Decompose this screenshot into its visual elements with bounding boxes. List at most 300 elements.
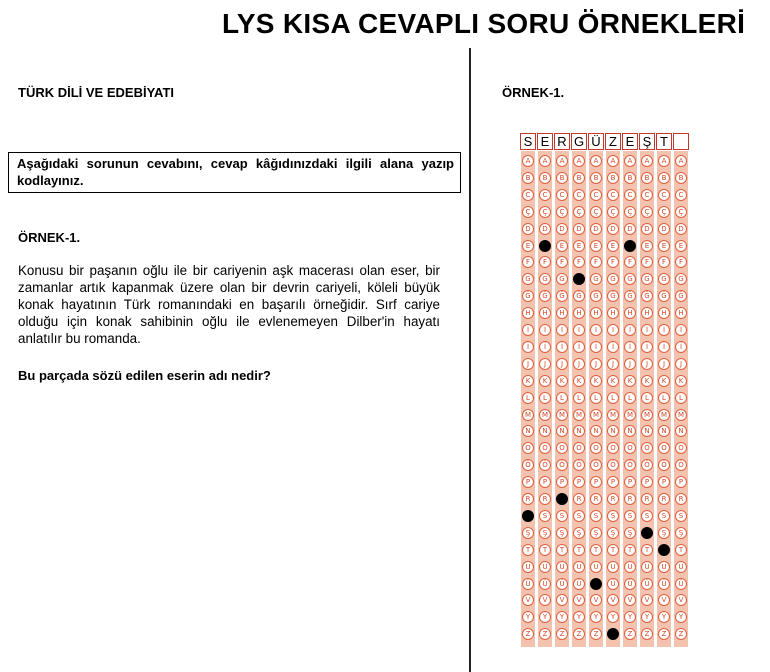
answer-bubble[interactable]: V bbox=[607, 594, 619, 606]
answer-bubble[interactable]: Y bbox=[522, 611, 534, 623]
answer-bubble[interactable]: D bbox=[607, 223, 619, 235]
answer-bubble[interactable]: K bbox=[522, 375, 534, 387]
answer-bubble[interactable]: V bbox=[624, 594, 636, 606]
answer-bubble[interactable]: M bbox=[590, 409, 602, 421]
answer-bubble[interactable]: G bbox=[522, 273, 534, 285]
answer-bubble[interactable]: R bbox=[539, 493, 551, 505]
answer-letter-box[interactable]: S bbox=[520, 133, 536, 150]
answer-bubble[interactable]: K bbox=[573, 375, 585, 387]
answer-bubble[interactable]: H bbox=[573, 307, 585, 319]
answer-bubble[interactable]: Ü bbox=[624, 578, 636, 590]
answer-bubble[interactable]: J bbox=[641, 358, 653, 370]
answer-bubble[interactable]: F bbox=[522, 256, 534, 268]
answer-bubble[interactable]: H bbox=[641, 307, 653, 319]
answer-bubble[interactable]: Ş bbox=[590, 527, 602, 539]
answer-bubble[interactable]: P bbox=[539, 476, 551, 488]
filled-bubble[interactable]: Z bbox=[607, 628, 619, 640]
answer-bubble[interactable]: I bbox=[641, 324, 653, 336]
answer-bubble[interactable]: Ç bbox=[641, 206, 653, 218]
answer-bubble[interactable]: A bbox=[522, 155, 534, 167]
answer-bubble[interactable]: N bbox=[522, 425, 534, 437]
answer-bubble[interactable]: R bbox=[641, 493, 653, 505]
answer-bubble[interactable]: A bbox=[556, 155, 568, 167]
answer-bubble[interactable]: D bbox=[658, 223, 670, 235]
answer-bubble[interactable]: J bbox=[539, 358, 551, 370]
answer-bubble[interactable]: D bbox=[522, 223, 534, 235]
answer-bubble[interactable]: L bbox=[573, 392, 585, 404]
answer-bubble[interactable]: Ö bbox=[556, 459, 568, 471]
answer-bubble[interactable]: Y bbox=[641, 611, 653, 623]
answer-bubble[interactable]: C bbox=[641, 189, 653, 201]
answer-bubble[interactable]: D bbox=[539, 223, 551, 235]
answer-bubble[interactable]: P bbox=[590, 476, 602, 488]
answer-bubble[interactable]: Ç bbox=[573, 206, 585, 218]
filled-bubble[interactable]: E bbox=[539, 240, 551, 252]
answer-bubble[interactable]: T bbox=[590, 544, 602, 556]
answer-bubble[interactable]: F bbox=[539, 256, 551, 268]
answer-bubble[interactable]: Ş bbox=[675, 527, 687, 539]
answer-bubble[interactable]: K bbox=[624, 375, 636, 387]
answer-bubble[interactable]: Ç bbox=[675, 206, 687, 218]
answer-bubble[interactable]: J bbox=[590, 358, 602, 370]
answer-bubble[interactable]: I bbox=[522, 324, 534, 336]
answer-bubble[interactable]: E bbox=[658, 240, 670, 252]
answer-bubble[interactable]: Ş bbox=[607, 527, 619, 539]
answer-bubble[interactable]: C bbox=[590, 189, 602, 201]
answer-bubble[interactable]: S bbox=[607, 510, 619, 522]
answer-bubble[interactable]: P bbox=[624, 476, 636, 488]
answer-bubble[interactable]: T bbox=[624, 544, 636, 556]
answer-bubble[interactable]: P bbox=[607, 476, 619, 488]
answer-bubble[interactable]: L bbox=[556, 392, 568, 404]
answer-bubble[interactable]: Ş bbox=[573, 527, 585, 539]
answer-bubble[interactable]: Ş bbox=[522, 527, 534, 539]
answer-bubble[interactable]: J bbox=[658, 358, 670, 370]
answer-bubble[interactable]: G bbox=[590, 273, 602, 285]
answer-bubble[interactable]: Z bbox=[641, 628, 653, 640]
answer-bubble[interactable]: E bbox=[573, 240, 585, 252]
answer-bubble[interactable]: U bbox=[641, 561, 653, 573]
answer-bubble[interactable]: D bbox=[556, 223, 568, 235]
answer-bubble[interactable]: B bbox=[607, 172, 619, 184]
answer-bubble[interactable]: Ü bbox=[573, 578, 585, 590]
filled-bubble[interactable]: T bbox=[658, 544, 670, 556]
answer-bubble[interactable]: T bbox=[675, 544, 687, 556]
answer-bubble[interactable]: H bbox=[522, 307, 534, 319]
answer-bubble[interactable]: I bbox=[573, 324, 585, 336]
answer-bubble[interactable]: U bbox=[522, 561, 534, 573]
answer-bubble[interactable]: Ş bbox=[556, 527, 568, 539]
answer-bubble[interactable]: Ğ bbox=[573, 290, 585, 302]
answer-bubble[interactable]: Ü bbox=[607, 578, 619, 590]
answer-letter-box[interactable]: R bbox=[554, 133, 570, 150]
answer-bubble[interactable]: H bbox=[590, 307, 602, 319]
answer-bubble[interactable]: K bbox=[607, 375, 619, 387]
answer-bubble[interactable]: N bbox=[658, 425, 670, 437]
answer-bubble[interactable]: V bbox=[675, 594, 687, 606]
answer-bubble[interactable]: S bbox=[590, 510, 602, 522]
answer-bubble[interactable]: İ bbox=[624, 341, 636, 353]
answer-bubble[interactable]: O bbox=[539, 442, 551, 454]
answer-letter-box[interactable]: E bbox=[622, 133, 638, 150]
answer-bubble[interactable]: P bbox=[675, 476, 687, 488]
answer-bubble[interactable]: Ü bbox=[675, 578, 687, 590]
answer-bubble[interactable]: F bbox=[624, 256, 636, 268]
answer-bubble[interactable]: T bbox=[641, 544, 653, 556]
answer-bubble[interactable]: F bbox=[573, 256, 585, 268]
answer-bubble[interactable]: A bbox=[539, 155, 551, 167]
answer-letter-box[interactable]: Z bbox=[605, 133, 621, 150]
answer-bubble[interactable]: V bbox=[522, 594, 534, 606]
answer-letter-box[interactable]: Ü bbox=[588, 133, 604, 150]
answer-bubble[interactable]: A bbox=[675, 155, 687, 167]
answer-bubble[interactable]: L bbox=[522, 392, 534, 404]
answer-bubble[interactable]: F bbox=[641, 256, 653, 268]
answer-bubble[interactable]: M bbox=[522, 409, 534, 421]
answer-bubble[interactable]: N bbox=[590, 425, 602, 437]
answer-bubble[interactable]: R bbox=[590, 493, 602, 505]
answer-bubble[interactable]: P bbox=[641, 476, 653, 488]
answer-bubble[interactable]: V bbox=[641, 594, 653, 606]
answer-bubble[interactable]: Ğ bbox=[641, 290, 653, 302]
answer-bubble[interactable]: M bbox=[658, 409, 670, 421]
answer-bubble[interactable]: N bbox=[675, 425, 687, 437]
answer-bubble[interactable]: B bbox=[522, 172, 534, 184]
answer-bubble[interactable]: Ç bbox=[607, 206, 619, 218]
filled-bubble[interactable]: G bbox=[573, 273, 585, 285]
answer-bubble[interactable]: T bbox=[607, 544, 619, 556]
answer-bubble[interactable]: N bbox=[556, 425, 568, 437]
answer-letter-box[interactable]: T bbox=[656, 133, 672, 150]
answer-bubble[interactable]: Ü bbox=[522, 578, 534, 590]
answer-bubble[interactable]: Y bbox=[539, 611, 551, 623]
answer-bubble[interactable]: S bbox=[658, 510, 670, 522]
answer-bubble[interactable]: Ö bbox=[641, 459, 653, 471]
answer-bubble[interactable]: C bbox=[607, 189, 619, 201]
answer-bubble[interactable]: Ğ bbox=[607, 290, 619, 302]
answer-bubble[interactable]: Y bbox=[624, 611, 636, 623]
answer-bubble[interactable]: İ bbox=[539, 341, 551, 353]
answer-bubble[interactable]: U bbox=[658, 561, 670, 573]
answer-bubble[interactable]: I bbox=[539, 324, 551, 336]
answer-bubble[interactable]: N bbox=[624, 425, 636, 437]
answer-bubble[interactable]: G bbox=[539, 273, 551, 285]
answer-bubble[interactable]: A bbox=[590, 155, 602, 167]
answer-bubble[interactable]: N bbox=[641, 425, 653, 437]
answer-bubble[interactable]: B bbox=[539, 172, 551, 184]
answer-bubble[interactable]: Z bbox=[590, 628, 602, 640]
answer-bubble[interactable]: İ bbox=[641, 341, 653, 353]
answer-bubble[interactable]: V bbox=[658, 594, 670, 606]
answer-bubble[interactable]: S bbox=[675, 510, 687, 522]
answer-bubble[interactable]: U bbox=[624, 561, 636, 573]
answer-bubble[interactable]: O bbox=[641, 442, 653, 454]
answer-bubble[interactable]: H bbox=[556, 307, 568, 319]
answer-bubble[interactable]: Y bbox=[573, 611, 585, 623]
answer-bubble[interactable]: U bbox=[573, 561, 585, 573]
answer-bubble[interactable]: Y bbox=[675, 611, 687, 623]
answer-bubble[interactable]: Ğ bbox=[658, 290, 670, 302]
filled-bubble[interactable]: Ü bbox=[590, 578, 602, 590]
answer-bubble[interactable]: J bbox=[573, 358, 585, 370]
answer-bubble[interactable]: Ğ bbox=[590, 290, 602, 302]
answer-bubble[interactable]: H bbox=[539, 307, 551, 319]
answer-bubble[interactable]: H bbox=[658, 307, 670, 319]
answer-bubble[interactable]: F bbox=[658, 256, 670, 268]
answer-bubble[interactable]: K bbox=[556, 375, 568, 387]
answer-bubble[interactable]: Ç bbox=[658, 206, 670, 218]
answer-bubble[interactable]: O bbox=[522, 442, 534, 454]
answer-bubble[interactable]: Ç bbox=[624, 206, 636, 218]
answer-bubble[interactable]: T bbox=[539, 544, 551, 556]
answer-bubble[interactable]: I bbox=[556, 324, 568, 336]
answer-bubble[interactable]: Z bbox=[624, 628, 636, 640]
answer-bubble[interactable]: E bbox=[641, 240, 653, 252]
answer-bubble[interactable]: Ç bbox=[590, 206, 602, 218]
answer-bubble[interactable]: İ bbox=[522, 341, 534, 353]
answer-bubble[interactable]: İ bbox=[590, 341, 602, 353]
answer-bubble[interactable]: A bbox=[658, 155, 670, 167]
answer-bubble[interactable]: D bbox=[675, 223, 687, 235]
answer-bubble[interactable]: Ü bbox=[658, 578, 670, 590]
answer-bubble[interactable]: K bbox=[675, 375, 687, 387]
answer-bubble[interactable]: H bbox=[607, 307, 619, 319]
answer-bubble[interactable]: S bbox=[641, 510, 653, 522]
answer-bubble[interactable]: G bbox=[675, 273, 687, 285]
answer-bubble[interactable]: İ bbox=[607, 341, 619, 353]
answer-bubble[interactable]: U bbox=[607, 561, 619, 573]
answer-bubble[interactable]: Ç bbox=[556, 206, 568, 218]
answer-bubble[interactable]: E bbox=[607, 240, 619, 252]
answer-bubble[interactable]: B bbox=[590, 172, 602, 184]
answer-bubble[interactable]: M bbox=[675, 409, 687, 421]
answer-bubble[interactable]: O bbox=[556, 442, 568, 454]
answer-bubble[interactable]: I bbox=[607, 324, 619, 336]
answer-bubble[interactable]: Z bbox=[675, 628, 687, 640]
answer-bubble[interactable]: M bbox=[641, 409, 653, 421]
answer-bubble[interactable]: Ö bbox=[607, 459, 619, 471]
answer-bubble[interactable]: U bbox=[675, 561, 687, 573]
answer-bubble[interactable]: J bbox=[675, 358, 687, 370]
answer-bubble[interactable]: Ğ bbox=[675, 290, 687, 302]
answer-bubble[interactable]: O bbox=[624, 442, 636, 454]
answer-bubble[interactable]: A bbox=[641, 155, 653, 167]
answer-bubble[interactable]: V bbox=[590, 594, 602, 606]
answer-bubble[interactable]: T bbox=[573, 544, 585, 556]
answer-bubble[interactable]: Ü bbox=[641, 578, 653, 590]
answer-bubble[interactable]: R bbox=[624, 493, 636, 505]
answer-bubble[interactable]: Ğ bbox=[556, 290, 568, 302]
answer-bubble[interactable]: B bbox=[641, 172, 653, 184]
answer-bubble[interactable]: İ bbox=[675, 341, 687, 353]
answer-bubble[interactable]: F bbox=[590, 256, 602, 268]
filled-bubble[interactable]: S bbox=[522, 510, 534, 522]
answer-bubble[interactable]: I bbox=[624, 324, 636, 336]
answer-bubble[interactable]: C bbox=[675, 189, 687, 201]
answer-bubble[interactable]: R bbox=[658, 493, 670, 505]
answer-bubble[interactable]: Ç bbox=[539, 206, 551, 218]
answer-bubble[interactable]: G bbox=[607, 273, 619, 285]
answer-bubble[interactable]: K bbox=[658, 375, 670, 387]
answer-letter-box[interactable]: E bbox=[537, 133, 553, 150]
filled-bubble[interactable]: E bbox=[624, 240, 636, 252]
answer-bubble[interactable]: A bbox=[573, 155, 585, 167]
answer-bubble[interactable]: L bbox=[641, 392, 653, 404]
answer-bubble[interactable]: R bbox=[607, 493, 619, 505]
answer-bubble[interactable]: V bbox=[573, 594, 585, 606]
answer-bubble[interactable]: R bbox=[573, 493, 585, 505]
answer-bubble[interactable]: Ü bbox=[556, 578, 568, 590]
answer-bubble[interactable]: S bbox=[624, 510, 636, 522]
answer-letter-box[interactable]: Ş bbox=[639, 133, 655, 150]
answer-letter-box[interactable] bbox=[673, 133, 689, 150]
answer-bubble[interactable]: İ bbox=[556, 341, 568, 353]
answer-bubble[interactable]: G bbox=[556, 273, 568, 285]
answer-bubble[interactable]: A bbox=[607, 155, 619, 167]
answer-bubble[interactable]: U bbox=[590, 561, 602, 573]
answer-bubble[interactable]: Ğ bbox=[522, 290, 534, 302]
answer-bubble[interactable]: J bbox=[522, 358, 534, 370]
answer-bubble[interactable]: Ş bbox=[539, 527, 551, 539]
answer-bubble[interactable]: S bbox=[556, 510, 568, 522]
answer-bubble[interactable]: M bbox=[624, 409, 636, 421]
answer-bubble[interactable]: S bbox=[573, 510, 585, 522]
answer-bubble[interactable]: Z bbox=[556, 628, 568, 640]
answer-bubble[interactable]: I bbox=[675, 324, 687, 336]
answer-bubble[interactable]: E bbox=[556, 240, 568, 252]
answer-bubble[interactable]: N bbox=[607, 425, 619, 437]
answer-bubble[interactable]: Y bbox=[590, 611, 602, 623]
answer-bubble[interactable]: F bbox=[556, 256, 568, 268]
answer-bubble[interactable]: P bbox=[658, 476, 670, 488]
answer-bubble[interactable]: Ö bbox=[522, 459, 534, 471]
answer-bubble[interactable]: G bbox=[641, 273, 653, 285]
answer-bubble[interactable]: J bbox=[624, 358, 636, 370]
answer-bubble[interactable]: O bbox=[658, 442, 670, 454]
answer-bubble[interactable]: Y bbox=[658, 611, 670, 623]
answer-bubble[interactable]: Y bbox=[607, 611, 619, 623]
answer-bubble[interactable]: C bbox=[658, 189, 670, 201]
answer-bubble[interactable]: O bbox=[590, 442, 602, 454]
answer-bubble[interactable]: L bbox=[675, 392, 687, 404]
answer-bubble[interactable]: L bbox=[607, 392, 619, 404]
answer-bubble[interactable]: F bbox=[607, 256, 619, 268]
answer-bubble[interactable]: Z bbox=[573, 628, 585, 640]
answer-bubble[interactable]: G bbox=[658, 273, 670, 285]
answer-bubble[interactable]: P bbox=[573, 476, 585, 488]
answer-bubble[interactable]: T bbox=[556, 544, 568, 556]
answer-bubble[interactable]: E bbox=[675, 240, 687, 252]
answer-bubble[interactable]: G bbox=[624, 273, 636, 285]
answer-bubble[interactable]: Ö bbox=[675, 459, 687, 471]
answer-bubble[interactable]: M bbox=[539, 409, 551, 421]
answer-bubble[interactable]: N bbox=[573, 425, 585, 437]
answer-bubble[interactable]: I bbox=[658, 324, 670, 336]
answer-bubble[interactable]: L bbox=[624, 392, 636, 404]
answer-bubble[interactable]: D bbox=[641, 223, 653, 235]
answer-bubble[interactable]: İ bbox=[658, 341, 670, 353]
answer-bubble[interactable]: C bbox=[522, 189, 534, 201]
filled-bubble[interactable]: Ş bbox=[641, 527, 653, 539]
answer-letter-box[interactable]: G bbox=[571, 133, 587, 150]
answer-bubble[interactable]: D bbox=[573, 223, 585, 235]
answer-bubble[interactable]: M bbox=[607, 409, 619, 421]
answer-bubble[interactable]: K bbox=[539, 375, 551, 387]
answer-bubble[interactable]: E bbox=[522, 240, 534, 252]
answer-bubble[interactable]: D bbox=[590, 223, 602, 235]
answer-bubble[interactable]: R bbox=[522, 493, 534, 505]
answer-bubble[interactable]: A bbox=[624, 155, 636, 167]
answer-bubble[interactable]: J bbox=[556, 358, 568, 370]
answer-bubble[interactable]: B bbox=[675, 172, 687, 184]
answer-bubble[interactable]: B bbox=[573, 172, 585, 184]
answer-bubble[interactable]: O bbox=[607, 442, 619, 454]
filled-bubble[interactable]: R bbox=[556, 493, 568, 505]
answer-bubble[interactable]: Ğ bbox=[539, 290, 551, 302]
answer-bubble[interactable]: Ö bbox=[624, 459, 636, 471]
answer-bubble[interactable]: T bbox=[522, 544, 534, 556]
answer-bubble[interactable]: K bbox=[590, 375, 602, 387]
answer-bubble[interactable]: Ğ bbox=[624, 290, 636, 302]
answer-bubble[interactable]: B bbox=[624, 172, 636, 184]
answer-bubble[interactable]: C bbox=[539, 189, 551, 201]
answer-bubble[interactable]: C bbox=[573, 189, 585, 201]
answer-bubble[interactable]: P bbox=[556, 476, 568, 488]
answer-bubble[interactable]: E bbox=[590, 240, 602, 252]
answer-bubble[interactable]: D bbox=[624, 223, 636, 235]
answer-bubble[interactable]: İ bbox=[573, 341, 585, 353]
answer-bubble[interactable]: U bbox=[539, 561, 551, 573]
answer-bubble[interactable]: R bbox=[675, 493, 687, 505]
answer-bubble[interactable]: N bbox=[539, 425, 551, 437]
answer-bubble[interactable]: Z bbox=[658, 628, 670, 640]
answer-bubble[interactable]: H bbox=[624, 307, 636, 319]
answer-bubble[interactable]: U bbox=[556, 561, 568, 573]
answer-bubble[interactable]: L bbox=[658, 392, 670, 404]
answer-bubble[interactable]: Ö bbox=[590, 459, 602, 471]
answer-bubble[interactable]: C bbox=[624, 189, 636, 201]
answer-bubble[interactable]: Ü bbox=[539, 578, 551, 590]
answer-bubble[interactable]: Ç bbox=[522, 206, 534, 218]
answer-bubble[interactable]: M bbox=[556, 409, 568, 421]
answer-bubble[interactable]: Ö bbox=[658, 459, 670, 471]
answer-bubble[interactable]: F bbox=[675, 256, 687, 268]
answer-bubble[interactable]: K bbox=[641, 375, 653, 387]
answer-bubble[interactable]: Ş bbox=[658, 527, 670, 539]
answer-bubble[interactable]: S bbox=[539, 510, 551, 522]
answer-bubble[interactable]: O bbox=[573, 442, 585, 454]
answer-bubble[interactable]: P bbox=[522, 476, 534, 488]
answer-bubble[interactable]: Ö bbox=[573, 459, 585, 471]
answer-bubble[interactable]: B bbox=[556, 172, 568, 184]
answer-bubble[interactable]: Ö bbox=[539, 459, 551, 471]
answer-bubble[interactable]: M bbox=[573, 409, 585, 421]
answer-bubble[interactable]: I bbox=[590, 324, 602, 336]
answer-bubble[interactable]: O bbox=[675, 442, 687, 454]
answer-bubble[interactable]: H bbox=[675, 307, 687, 319]
answer-bubble[interactable]: V bbox=[539, 594, 551, 606]
answer-bubble[interactable]: V bbox=[556, 594, 568, 606]
answer-bubble[interactable]: L bbox=[539, 392, 551, 404]
answer-bubble[interactable]: C bbox=[556, 189, 568, 201]
answer-bubble[interactable]: B bbox=[658, 172, 670, 184]
answer-bubble[interactable]: Z bbox=[522, 628, 534, 640]
answer-bubble[interactable]: Y bbox=[556, 611, 568, 623]
answer-bubble[interactable]: Z bbox=[539, 628, 551, 640]
answer-bubble[interactable]: Ş bbox=[624, 527, 636, 539]
answer-bubble[interactable]: L bbox=[590, 392, 602, 404]
answer-bubble[interactable]: J bbox=[607, 358, 619, 370]
